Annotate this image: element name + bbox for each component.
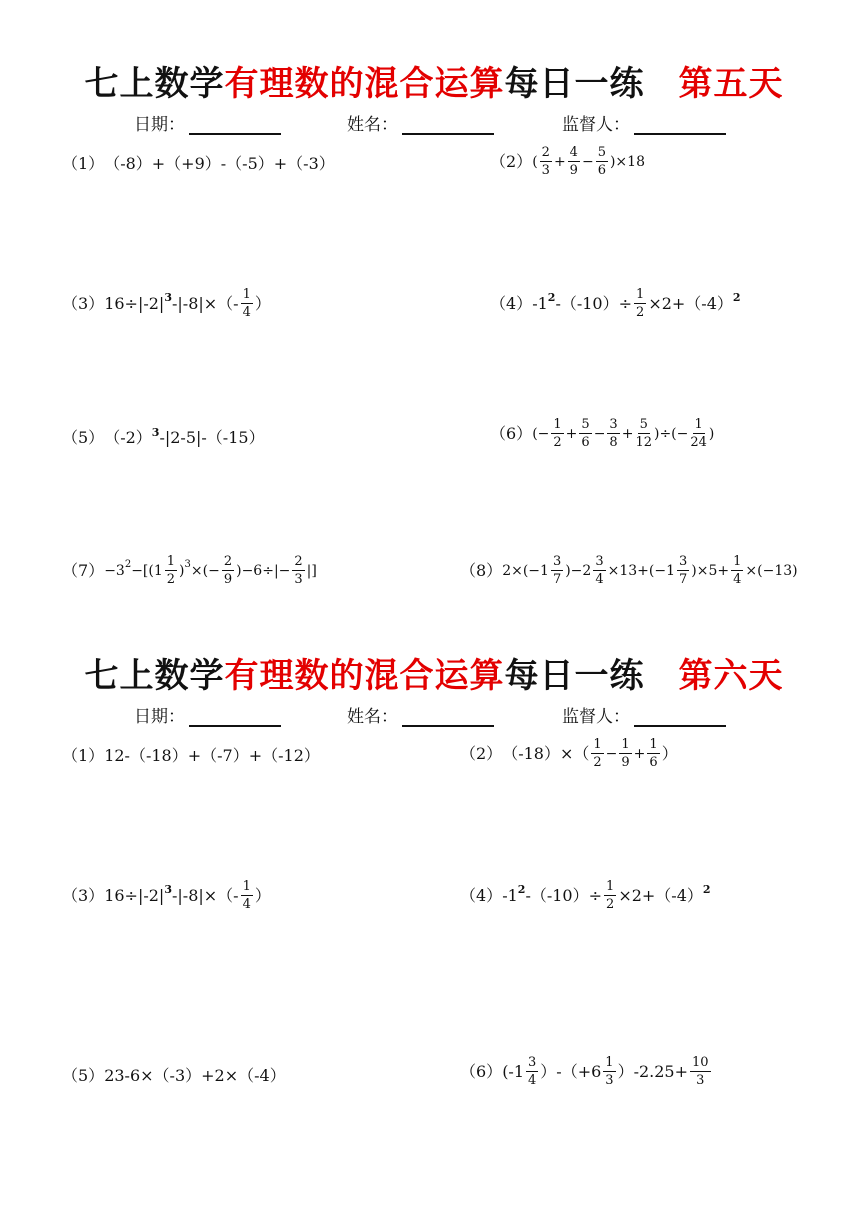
title-suffix: 每日一练 (504, 64, 645, 104)
date-blank[interactable] (189, 709, 281, 727)
problem-label: （7） (62, 560, 105, 580)
numerator: 1 (605, 1055, 614, 1070)
expression-part: ×(− (190, 562, 220, 579)
numerator: 2 (223, 554, 233, 569)
operator: + (621, 425, 634, 442)
denominator: 4 (242, 305, 251, 320)
supervisor-blank[interactable] (634, 709, 726, 727)
fraction (634, 288, 646, 319)
problem-expression: 23-6×（-3）+2×（-4） (104, 1066, 286, 1085)
exponent: 3 (164, 291, 172, 304)
problem-8 (460, 555, 798, 586)
expression-part: ) (708, 425, 715, 442)
operator: − (581, 153, 594, 170)
numerator: 1 (606, 879, 615, 894)
numerator: 3 (595, 554, 604, 569)
denominator: 6 (597, 163, 606, 178)
day-label: 第五天 (678, 64, 784, 104)
denominator: 3 (294, 572, 303, 587)
title-topic: 有理数的混合运算 (224, 656, 505, 696)
name-blank[interactable] (402, 117, 494, 135)
fraction (607, 418, 619, 449)
exponent: 2 (124, 558, 132, 570)
numerator: 3 (552, 554, 562, 569)
denominator: 2 (636, 305, 645, 320)
numerator: 1 (733, 554, 742, 569)
exponent: 2 (732, 291, 741, 304)
numerator: 1 (166, 554, 176, 569)
supervisor-label: 监督人： (562, 707, 630, 727)
expression-part: −3 (104, 562, 125, 579)
denominator: 4 (242, 897, 251, 912)
numerator: 1 (636, 287, 645, 302)
expression-part: |] (306, 562, 317, 579)
expression-part: ） (254, 885, 271, 905)
exponent: 2 (547, 291, 556, 304)
problem-7 (62, 555, 317, 586)
numerator: 1 (242, 287, 251, 302)
problem-4 (490, 288, 741, 319)
expression-part: )×5+ (691, 562, 730, 579)
problem-4 (460, 880, 711, 911)
fraction (619, 738, 631, 769)
denominator: 9 (621, 755, 630, 770)
denominator: 4 (733, 572, 742, 587)
fraction (604, 880, 616, 911)
name-field (347, 110, 494, 135)
fraction (551, 418, 563, 449)
expression-part: (− (532, 425, 550, 442)
problem-label: （5） (62, 1066, 105, 1085)
date-label: 日期： (134, 707, 185, 727)
exponent: 3 (151, 425, 160, 439)
numerator: 3 (609, 417, 618, 432)
worksheet-title (0, 648, 868, 697)
expression-part: 2×(−1 (502, 562, 549, 579)
operator: − (605, 745, 618, 762)
numerator: 2 (541, 145, 550, 160)
numerator: 1 (553, 417, 562, 432)
problem-5 (62, 1068, 286, 1084)
problem-label: （5） (62, 428, 105, 447)
fraction (603, 1056, 615, 1087)
fraction (596, 146, 608, 177)
supervisor-blank[interactable] (634, 117, 726, 135)
fraction (526, 1056, 538, 1087)
denominator: 7 (678, 572, 688, 587)
denominator: 9 (223, 572, 233, 587)
denominator: 3 (696, 1073, 705, 1088)
date-field (134, 110, 281, 135)
denominator: 12 (635, 435, 652, 450)
expression-part: )÷(− (653, 425, 689, 442)
name-blank[interactable] (402, 709, 494, 727)
expression-part: −[(1 (131, 562, 163, 579)
exponent: 2 (517, 883, 526, 896)
problem-2 (460, 738, 678, 769)
numerator: 1 (694, 417, 703, 432)
denominator: 2 (166, 572, 176, 587)
numerator: 3 (528, 1055, 537, 1070)
expression-part: ）-（+6 (540, 1061, 602, 1081)
title-subject: 七上数学 (84, 656, 225, 696)
problem-5 (62, 425, 265, 447)
denominator: 3 (605, 1073, 614, 1088)
denominator: 2 (606, 897, 615, 912)
expression-part: ×(−13) (745, 562, 798, 579)
fraction (579, 418, 591, 449)
fraction (241, 288, 253, 319)
problem-label: （6） (490, 423, 533, 443)
problem-1 (62, 156, 335, 172)
expression-part: 16÷|-2| (104, 293, 165, 313)
fraction (690, 418, 707, 449)
numerator: 1 (593, 737, 602, 752)
fraction (593, 555, 605, 586)
denominator: 24 (690, 435, 707, 450)
expression-part: (-1 (502, 1061, 525, 1081)
expression-part: ×13+(−1 (607, 562, 675, 579)
expression-part: ×2+（-4） (648, 293, 733, 313)
denominator: 6 (649, 755, 658, 770)
numerator: 5 (581, 417, 590, 432)
operator: + (633, 745, 646, 762)
denominator: 7 (552, 572, 562, 587)
numerator: 10 (692, 1055, 709, 1070)
denominator: 3 (541, 163, 550, 178)
denominator: 2 (553, 435, 562, 450)
numerator: 1 (649, 737, 658, 752)
expression-part: )−6÷|− (236, 562, 291, 579)
exponent: 3 (184, 558, 191, 570)
problem-label: （1） (62, 746, 105, 765)
date-field (134, 702, 281, 727)
problem-6 (490, 418, 714, 449)
expression-part: ） (254, 293, 271, 313)
problem-label: （8） (460, 560, 503, 580)
numerator: 5 (639, 417, 648, 432)
expression-part: ×2+（-4） (618, 885, 703, 905)
problem-label: （2） (460, 743, 503, 763)
date-blank[interactable] (189, 117, 281, 135)
fraction (635, 418, 652, 449)
name-label: 姓名： (347, 115, 398, 135)
fraction (165, 555, 177, 586)
expression-part: )−2 (565, 562, 592, 579)
expression-part: 16÷|-2| (104, 885, 165, 905)
numerator: 1 (242, 879, 251, 894)
date-label: 日期： (134, 115, 185, 135)
fraction (241, 880, 253, 911)
expression-part: -1 (532, 293, 548, 313)
problem-expression: 12-（-18）+（-7）+（-12） (104, 746, 320, 765)
problem-2 (490, 146, 645, 177)
exponent: 3 (164, 883, 172, 896)
problem-expression: （-8）+（+9）-（-5）+（-3） (104, 154, 335, 173)
problem-label: （1） (62, 154, 105, 173)
numerator: 2 (294, 554, 303, 569)
problem-label: （3） (62, 293, 105, 313)
expression-part: （-18）×（ (502, 743, 590, 763)
fraction (292, 555, 304, 586)
name-label: 姓名： (347, 707, 398, 727)
fraction (591, 738, 603, 769)
denominator: 2 (593, 755, 602, 770)
name-field (347, 702, 494, 727)
problem-1 (62, 748, 320, 764)
problem-6 (460, 1056, 713, 1087)
numerator: 3 (678, 554, 688, 569)
expression-part: -1 (502, 885, 518, 905)
title-topic: 有理数的混合运算 (224, 64, 505, 104)
fraction (568, 146, 580, 177)
expression-part: ）-2.25+ (617, 1061, 689, 1081)
expression-tail: )×18 (609, 153, 645, 170)
problem-label: （2） (490, 151, 533, 171)
numerator: 1 (621, 737, 630, 752)
expression-part: -|-8|×（- (171, 293, 239, 313)
day-label: 第六天 (678, 656, 784, 696)
operator: + (553, 153, 566, 170)
expression-part: （-2） (104, 428, 152, 447)
supervisor-label: 监督人： (562, 115, 630, 135)
fraction (551, 555, 563, 586)
fraction (647, 738, 659, 769)
fraction (540, 146, 552, 177)
expression-part: ) (179, 562, 185, 579)
denominator: 4 (528, 1073, 537, 1088)
fraction (677, 555, 689, 586)
denominator: 9 (569, 163, 578, 178)
problem-label: （3） (62, 885, 105, 905)
fraction (222, 555, 234, 586)
problem-label: （6） (460, 1061, 503, 1081)
denominator: 6 (581, 435, 590, 450)
paren: ( (532, 153, 538, 170)
title-suffix: 每日一练 (504, 656, 645, 696)
supervisor-field (562, 110, 726, 135)
expression-part: ） (661, 743, 678, 763)
problem-label: （4） (460, 885, 503, 905)
exponent: 2 (702, 883, 711, 896)
operator: − (593, 425, 606, 442)
expression-part: -|2-5|-（-15） (159, 428, 265, 447)
problem-3 (62, 288, 271, 319)
fraction (731, 555, 743, 586)
problem-3 (62, 880, 271, 911)
problem-label: （4） (490, 293, 533, 313)
numerator: 4 (569, 145, 578, 160)
operator: + (565, 425, 578, 442)
fraction (690, 1056, 711, 1087)
denominator: 4 (595, 572, 604, 587)
supervisor-field (562, 702, 726, 727)
title-subject: 七上数学 (84, 64, 225, 104)
denominator: 8 (609, 435, 618, 450)
expression-part: -（-10）÷ (555, 293, 633, 313)
numerator: 5 (597, 145, 606, 160)
worksheet-title (0, 56, 868, 105)
expression-part: -（-10）÷ (525, 885, 603, 905)
expression-part: -|-8|×（- (171, 885, 239, 905)
